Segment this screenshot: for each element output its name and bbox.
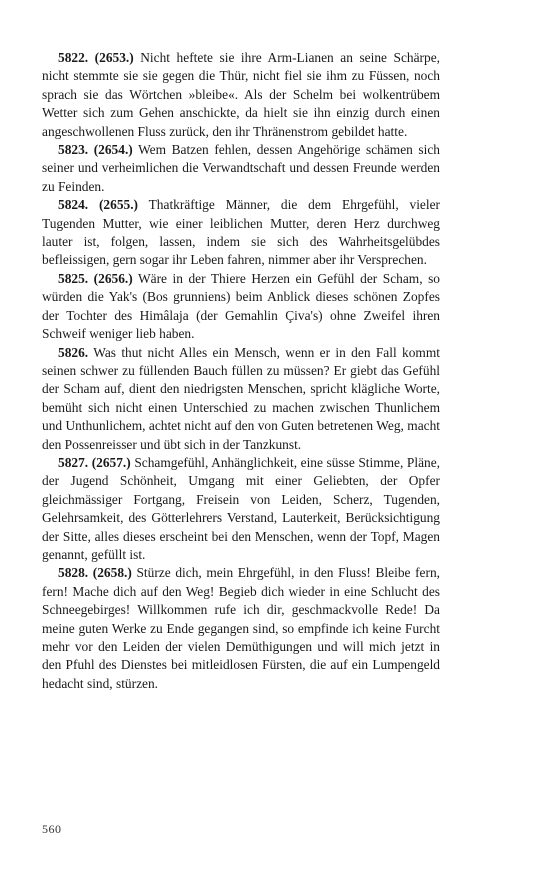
entry-text: Was thut nicht Alles ein Mensch, wenn er in den Fall kommt seinen schwer zu füllenden Bauch füllen zu müssen? Er giebt das Gefühl der Scham auf, dient den niedrigsten Menschen, spricht klägliche Worte, bemüht sich nicht einen Unterschied zu machen zwischen Thunlichem und Unthunlichem, achtet nicht auf den von Guten betretenen Weg, macht den Possenreisser und übt sich in der Tanzkunst. bbox=[42, 344, 440, 452]
entry-text: Thatkräftige Männer, die dem Ehrgefühl, vieler Tugenden Mutter, wie einer leiblichen Mutter, deren Herz durchweg lauter ist, folgen, lassen, indem sie sich des Wahrheitsgelübdes befleissigen, gern sogar ihr Leben fahren, nimmer aber ihr Versprechen. bbox=[42, 197, 440, 268]
page-number: 560 bbox=[42, 822, 62, 836]
page-text-block bbox=[42, 49, 440, 693]
entry-5828 bbox=[42, 564, 440, 693]
entry-text: Stürze dich, mein Ehrgefühl, in den Fluss! Bleibe fern, fern! Mache dich auf den Weg! Begieb dich wieder in eine Schlucht des Schneegebirges! Willkommen rufe ich dir, geschmackvolle Rede! Da meine guten Werke zu Ende gegangen sind, so empfinde ich keine Furcht mehr vor den Leiden der vielen Demüthigungen und will mich jetzt in den Pfuhl des Dienstes bei mitleidlosen Fürsten, die auf ein Lumpengeld hedacht sind, stürzen. bbox=[42, 565, 441, 691]
entry-text: Wem Batzen fehlen, dessen Angehörige schämen sich seiner und verheimlichen die Verwandtschaft und dessen Freunde werden zu Feinden. bbox=[42, 142, 440, 194]
entry-5827 bbox=[42, 454, 440, 564]
entry-number: 5824. (2655.) bbox=[58, 197, 139, 213]
entry-5823 bbox=[42, 141, 440, 196]
entry-5825 bbox=[42, 270, 440, 344]
entry-number: 5822. (2653.) bbox=[58, 50, 134, 65]
entry-5826 bbox=[42, 344, 440, 454]
entry-text: Nicht heftete sie ihre Arm-Lianen an seine Schärpe, nicht stemmte sie sie gegen die Thür, nicht fiel sie ihm zu Füssen, noch sprach sie das Wörtchen »bleibe«. Als der Schelm bei wolkentrübem Wetter sich zum Gehen anschickte, da hielt sie ihn einzig durch einen angeschwollenen Fluss zurück, den ihr Thränenstrom gebildet hatte. bbox=[42, 50, 440, 139]
entry-text: Wäre in der Thiere Herzen ein Gefühl der Scham, so würden die Yak's (Bos grunniens) beim Anblick dieses schönen Zopfes der Tochter des Himâlaja (der Gemahlin Çiva's) ohne Zweifel ihren Schweif weniger lieb haben. bbox=[42, 270, 440, 342]
entry-number: 5825. (2656.) bbox=[58, 270, 133, 286]
entry-5824 bbox=[42, 196, 440, 270]
entry-number: 5828. (2658.) bbox=[58, 565, 132, 581]
entry-number: 5826. bbox=[58, 344, 89, 360]
entry-text: Schamgefühl, Anhänglichkeit, eine süsse Stimme, Pläne, der Jugend Schönheit, Umgang mit einer Geliebten, der Opfer gleichmässiger Fortgang, Freisein von Leiden, Scherz, Tugenden, Gelehrsamkeit, des Götterlehrers Verstand, Lauterkeit, Berücksichtigung der Sitte, alles dieses erscheint bei den Menschen, wenn der Topf, Magen genannt, gefüllt ist. bbox=[42, 454, 440, 562]
entry-number: 5827. (2657.) bbox=[58, 454, 131, 470]
entry-number: 5823. (2654.) bbox=[58, 142, 133, 158]
entry-5822 bbox=[42, 49, 440, 141]
